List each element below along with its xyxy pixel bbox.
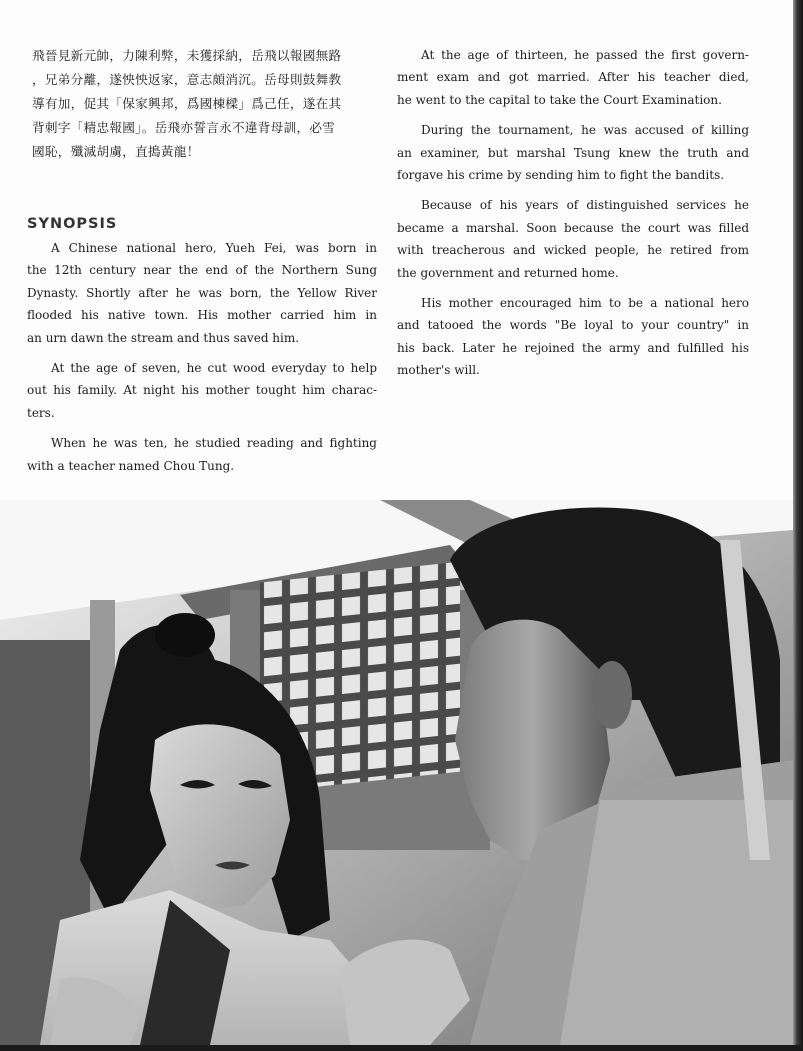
synopsis-paragraph bbox=[27, 357, 377, 424]
synopsis-right-column bbox=[397, 44, 749, 382]
text-line: Because of his years of distinguished services he bbox=[421, 198, 749, 213]
synopsis-left-column bbox=[27, 237, 377, 477]
text-line: His mother encouraged him to be a national hero bbox=[421, 296, 749, 311]
chinese-line: 飛晉見新元帥，力陳利弊，未獲採納，岳飛以報國無路 bbox=[32, 48, 342, 63]
text-line: the government and returned home. bbox=[397, 265, 619, 280]
chinese-line: 國恥，殲滅胡虜，直搗黃龍！ bbox=[32, 144, 200, 159]
synopsis-paragraph bbox=[397, 292, 749, 382]
scan-bottom-edge bbox=[0, 1045, 803, 1051]
text-line: with a teacher named Chou Tung. bbox=[27, 458, 235, 473]
synopsis-paragraph bbox=[397, 194, 749, 284]
film-still-photo bbox=[0, 500, 793, 1045]
synopsis-paragraph bbox=[397, 44, 749, 111]
synopsis-paragraph bbox=[27, 237, 377, 349]
text-line: and tatooed the words "Be loyal to your country" in bbox=[397, 318, 749, 333]
text-line: Dynasty. Shortly after he was born, the Yellow River bbox=[27, 285, 377, 300]
text-line: At the age of thirteen, he passed the first govern- bbox=[421, 48, 749, 62]
text-line: At the age of seven, he cut wood everyday to help bbox=[51, 361, 377, 376]
chinese-line: ，兄弟分離，遂怏怏返家，意志頗消沉。岳母則鼓舞教 bbox=[32, 72, 342, 87]
text-line: flooded his native town. His mother carried him in bbox=[27, 308, 377, 323]
text-line: When he was ten, he studied reading and fighting bbox=[51, 436, 377, 451]
text-line: ters. bbox=[27, 405, 55, 420]
chinese-paragraph bbox=[32, 44, 379, 164]
text-line: the 12th century near the end of the Northern Sung bbox=[27, 263, 377, 278]
text-line: with treacherous and wicked people, he retired from bbox=[397, 243, 749, 258]
text-line: forgave his crime by sending him to fight the bandits. bbox=[397, 168, 725, 183]
text-line: During the tournament, he was accused of killing bbox=[421, 123, 749, 138]
text-line: an urn dawn the stream and thus saved him. bbox=[27, 330, 300, 345]
text-line: A Chinese national hero, Yueh Fei, was born in bbox=[51, 241, 377, 255]
scan-edge-shadow bbox=[793, 0, 803, 1051]
text-line: his back. Later he rejoined the army and fulfilled his bbox=[397, 340, 749, 355]
text-line: mother's will. bbox=[397, 363, 480, 378]
text-line: he went to the capital to take the Court Examination. bbox=[397, 92, 722, 107]
synopsis-heading: SYNOPSIS bbox=[27, 216, 118, 232]
synopsis-paragraph bbox=[27, 432, 377, 477]
text-line: an examiner, but marshal Tsung knew the truth and bbox=[397, 145, 749, 160]
chinese-line: 背刺字「精忠報國」。岳飛亦誓言永不違背母訓，必雪 bbox=[32, 120, 336, 135]
chinese-text-block bbox=[27, 44, 379, 164]
synopsis-paragraph bbox=[397, 119, 749, 186]
text-line: out his family. At night his mother tought him charac- bbox=[27, 383, 377, 398]
text-line: became a marshal. Soon because the court was filled bbox=[397, 220, 749, 235]
text-line: ment exam and got married. After his teacher died, bbox=[397, 70, 749, 85]
chinese-line: 導有加，促其「保家興邦，爲國棟樑」爲己任，遂在其 bbox=[32, 96, 342, 111]
